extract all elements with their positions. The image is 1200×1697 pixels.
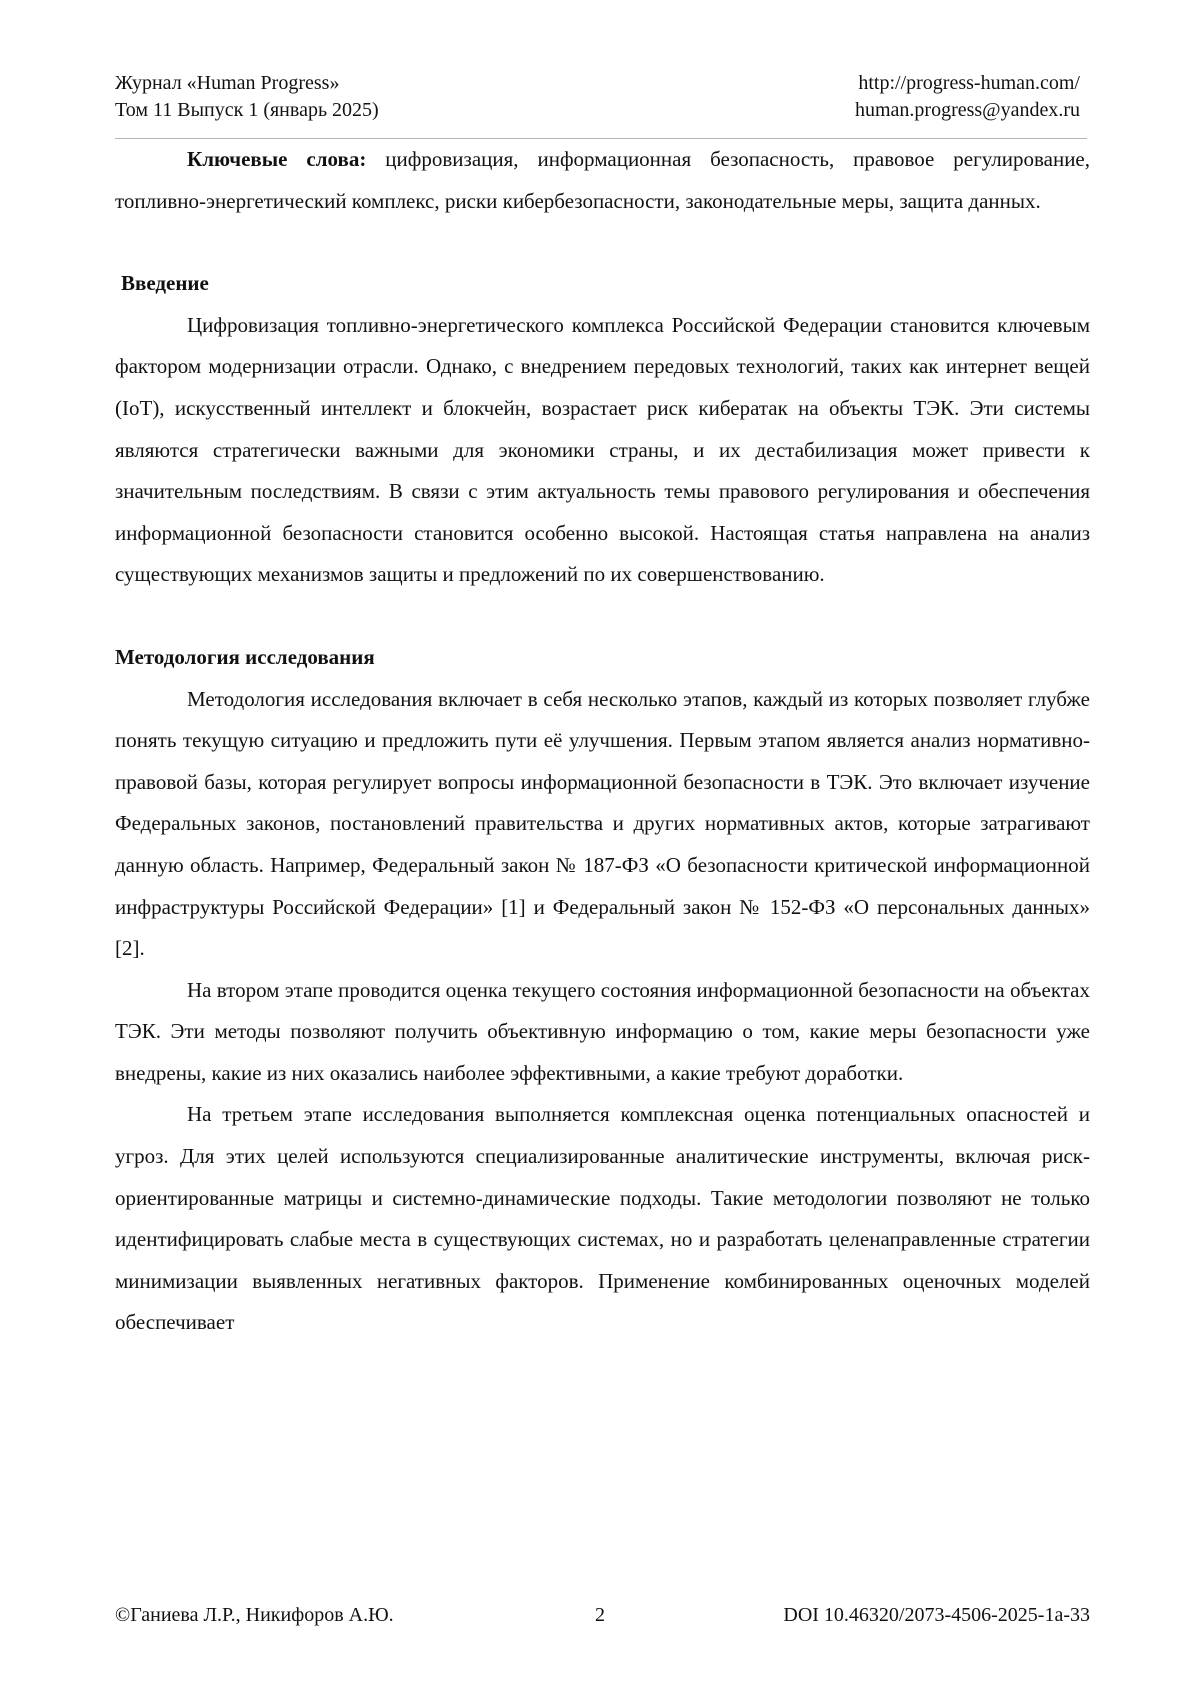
issue-info: Том 11 Выпуск 1 (январь 2025) [115,99,379,121]
methodology-paragraph-1: Методология исследования включает в себя несколько этапов, каждый из которых позволяет глубже понять текущую ситуацию и предложить пути её улучшения. Первым этапом является анализ нормативно-правовой базы, которая регулирует вопросы информационной безопасности в ТЭК. Это включает изучение Федеральных законов, постановлений правительства и других нормативных актов, которые затрагивают данную область. Например, Федеральный закон № 187-ФЗ «О безопасности критической информационной инфраструктуры Российской Федерации» [1] и Федеральный закон № 152-ФЗ «О персональных данных» [2]. [115,686,1090,961]
keywords-label: Ключевые слова: [187,147,367,171]
running-header [115,70,1090,124]
methodology-paragraph-2: На втором этапе проводится оценка текущего состояния информационной безопасности на объектах ТЭК. Эти методы позволяют получить объективную информацию о том, какие меры безопасности уже внедрены, какие из них оказались наиболее эффективными, а какие требуют доработки. [115,977,1090,1085]
journal-email[interactable]: human.progress@yandex.ru [854,99,1080,121]
article-body [115,139,1090,1344]
page-number: 2 [595,1604,605,1626]
methodology-heading: Методология исследования [115,644,375,669]
intro-paragraph: Цифровизация топливно-энергетического комплекса Российской Федерации становится ключевым фактором модернизации отрасли. Однако, с внедрением передовых технологий, таких как интернет вещей (IoT), искусственный интеллект и блокчейн, возрастает риск кибератак на объекты ТЭК. Эти системы являются стратегически важными для экономики страны, и их дестабилизация может привести к значительным последствиям. В связи с этим актуальность темы правового регулирования и обеспечения информационной безопасности становится особенно высокой. Настоящая статья направлена на анализ существующих механизмов защиты и предложений по их совершенствованию. [115,312,1090,587]
journal-title: Журнал «Human Progress» [115,72,340,94]
footer-doi: DOI 10.46320/2073-4506-2025-1a-33 [783,1604,1090,1626]
intro-heading: Введение [121,271,209,296]
journal-url[interactable]: http://progress-human.com/ [858,72,1080,94]
keywords-text: цифровизация, информационная безопасность, правовое регулирование, топливно-энергетический комплекс, риски кибербезопасности, законодательные меры, защита данных. [115,147,1091,213]
keywords-paragraph [115,139,1090,222]
footer-authors: ©Ганиева Л.Р., Никифоров А.Ю. [115,1604,394,1626]
methodology-paragraph-3: На третьем этапе исследования выполняется комплексная оценка потенциальных опасностей и угроз. Для этих целей используются специализированные аналитические инструменты, включая риск-ориентированные матрицы и системно-динамические подходы. Такие методологии позволяют не только идентифицировать слабые места в существующих системах, но и разработать целенаправленные стратегии минимизации выявленных негативных факторов. Применение комбинированных оценочных моделей обеспечивает [115,1102,1090,1335]
